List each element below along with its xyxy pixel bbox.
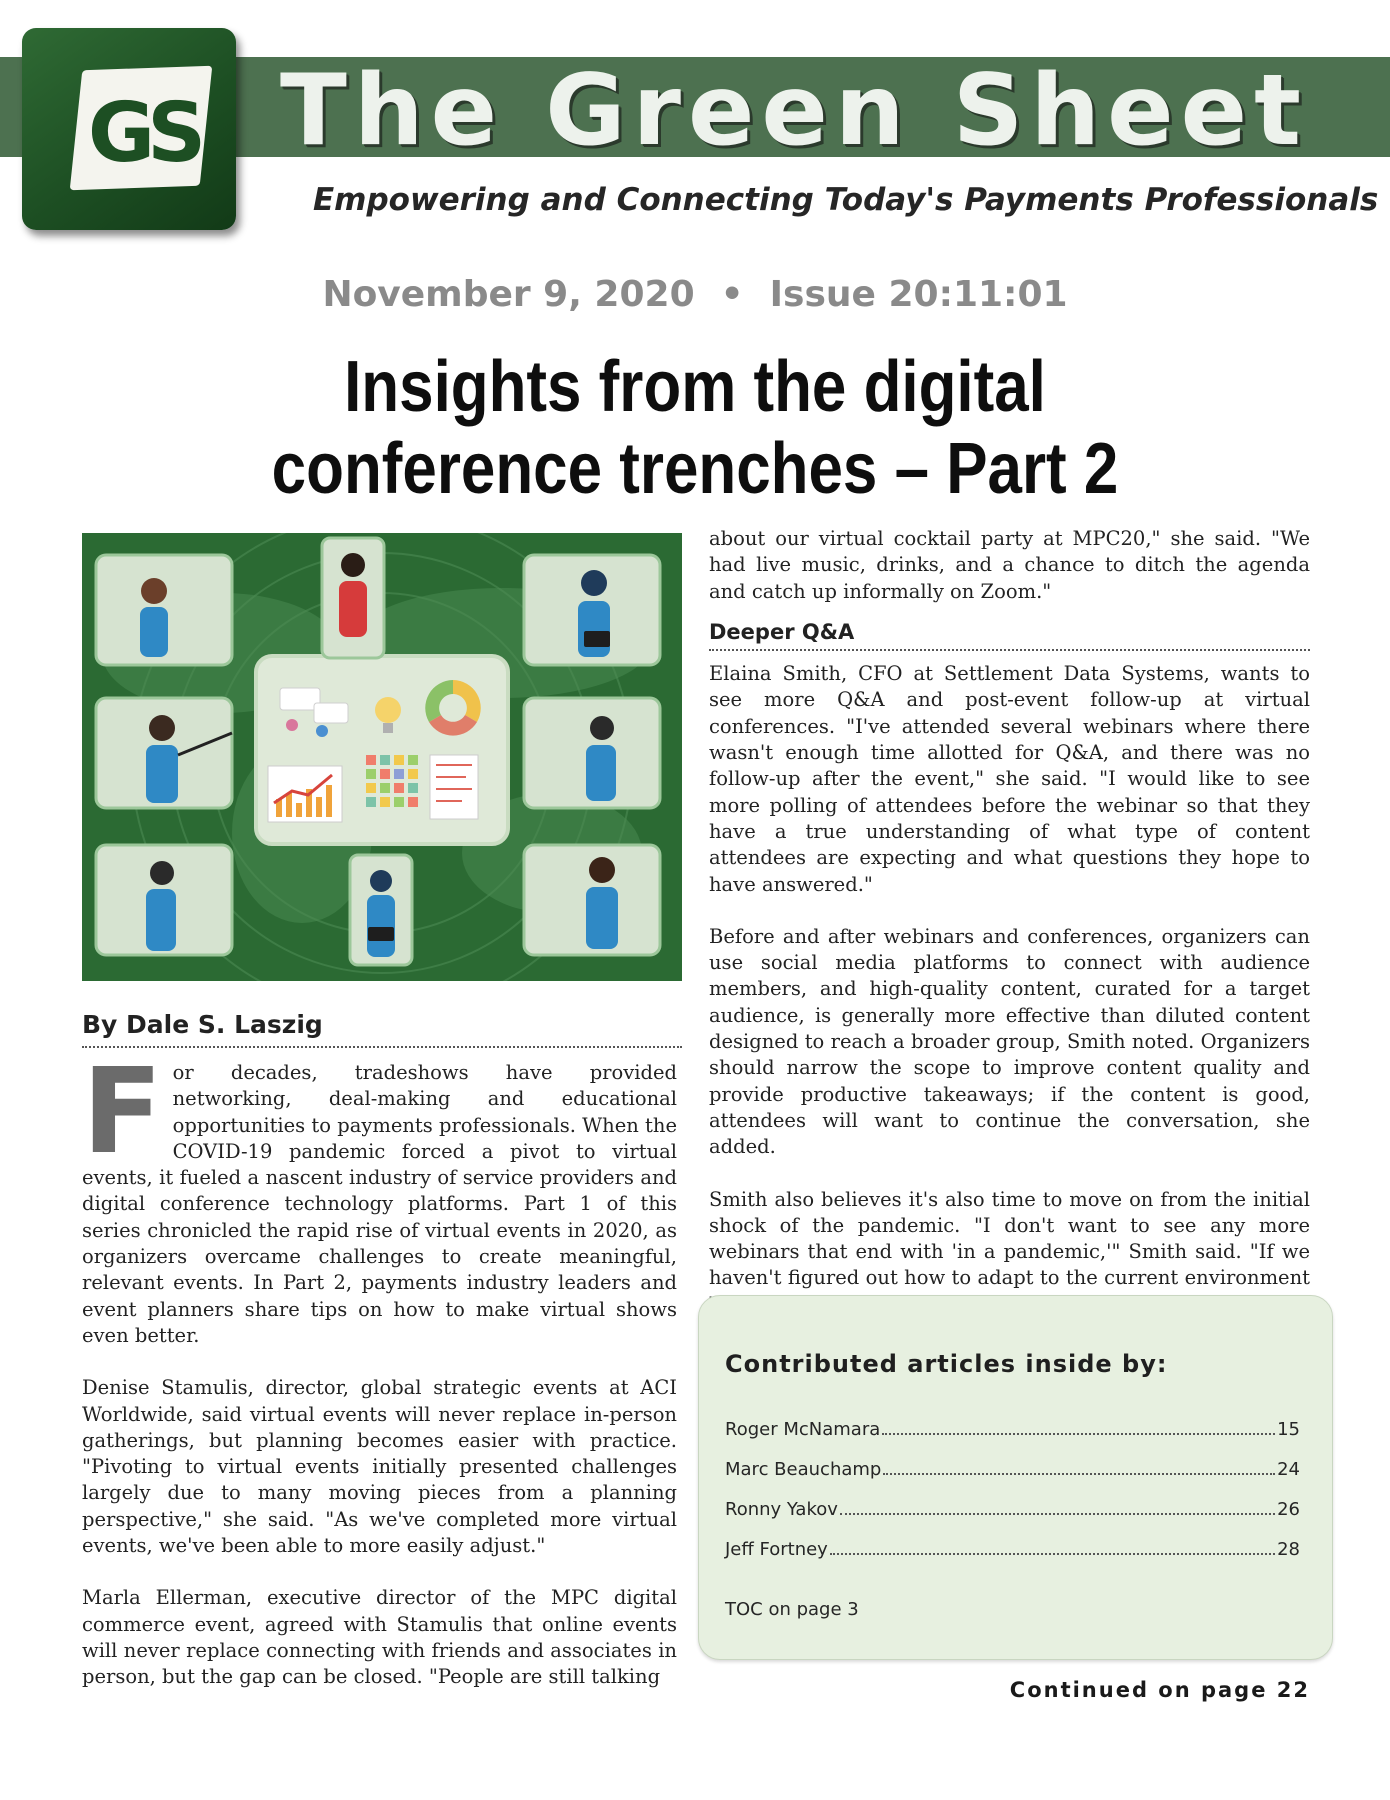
issue-dateline [0,274,1390,315]
headline-line-2: conference trenches – Part 2 [271,429,1119,509]
contributor-name: Ronny Yakov [725,1499,838,1520]
contributors-heading: Contributed articles inside by: [725,1350,1168,1378]
contributor-page: 24 [1277,1459,1300,1480]
contributor-entry[interactable] [725,1539,1300,1579]
article-paragraph: Before and after webinars and conferences, organizers can use social media platforms to connect with audience members, and high-quality content, curated for a target audience, is generally more effective than diluted content designed to reach a broader group, Smith noted. Organizers should narrow the scope to improve content quality and provide productive takeaways; if the content is good, attendees will want to continue the conversation, she added. [709,924,1310,1159]
issue-number: Issue 20:11:01 [769,274,1068,315]
publication-title: The Green Sheet [280,54,1308,168]
contributors-list [725,1419,1300,1579]
headline-line-1: Insights from the digital [344,347,1046,427]
article-headline [97,346,1292,510]
contributors-box [698,1295,1333,1660]
issue-date: November 9, 2020 [322,274,695,315]
dot-leader [883,1473,1275,1475]
article-byline: By Dale S. Laszig [82,1010,682,1048]
contributor-entry[interactable] [725,1459,1300,1499]
dot-leader [882,1433,1275,1435]
section-subhead: Deeper Q&A [709,619,1310,651]
contributor-name: Roger McNamara [725,1419,881,1440]
toc-link[interactable]: TOC on page 3 [725,1599,859,1620]
gs-logo [22,28,236,230]
continued-link[interactable]: Continued on page 22 [1009,1678,1310,1702]
dot-leader [840,1513,1275,1515]
contributor-entry[interactable] [725,1419,1300,1459]
dot-leader [830,1553,1275,1555]
contributor-name: Jeff Fortney [725,1539,828,1560]
article-left-column [82,1042,677,1717]
contributor-name: Marc Beauchamp [725,1459,882,1480]
article-paragraph: Elaina Smith, CFO at Settlement Data Systems, wants to see more Q&A and post-event follow-up at virtual conferences. "I've attended several webinars where there wasn't enough time allotted for Q&A, and there was no follow-up after the event," she said. "I would like to see more polling of attendees before the webinar so that they have a true understanding of what type of content attendees are expecting and what questions they hope to have answered." [709,662,1310,896]
contributor-page: 26 [1277,1499,1300,1520]
article-paragraph: Smith also believes it's also time to move on from the initial shock of the pandemic. "I don't want to see any more webinars that end with 'in a pandemic,'" Smith said. "If we haven't figured out how to adapt to the current environment [709,1187,1310,1290]
article-paragraph [82,1042,677,1349]
contributor-entry[interactable] [725,1499,1300,1539]
virtual-conference-illustration [82,533,682,981]
article-paragraph: Marla Ellerman, executive director of the MPC digital commerce event, agreed with Stamulis that online events will never replace connecting with friends and associates in person, but the gap can be closed. "People are still talking [82,1586,677,1689]
article-right-column [709,526,1310,1344]
article-paragraph: Denise Stamulis, director, global strategic events at ACI Worldwide, said virtual events will never replace in-person gatherings, but planning becomes easier with practice. "Pivoting to virtual events initially presented challenges largely due to many moving pieces from a planning perspective," she said. "As we've completed more virtual events, we've been able to more easily adjust." [82,1376,677,1558]
drop-cap: F [82,1042,163,1180]
article-paragraph: about our virtual cocktail party at MPC20," she said. "We had live music, drinks, and a chance to ditch the agenda and catch up informally on Zoom." [709,527,1310,603]
paragraph-text: or decades, tradeshows have provided networking, deal-making and educational opportunities to payments professionals. When the COVID-19 pandemic forced a pivot to virtual events, it fueled a nascent industry of service providers and digital conference technology platforms. Part 1 of this series chronicled the rapid rise of virtual events in 2020, as organizers overcame challenges to create meaningful, relevant events. In Part 2, payments industry leaders and event planners share tips on how to make virtual shows even better. [82,1061,677,1347]
contributor-page: 28 [1277,1539,1300,1560]
contributor-page: 15 [1277,1419,1300,1440]
logo-text: GS [87,86,199,181]
publication-tagline: Empowering and Connecting Today's Payments Professionals [313,182,1379,218]
issue-separator: • [720,274,744,315]
